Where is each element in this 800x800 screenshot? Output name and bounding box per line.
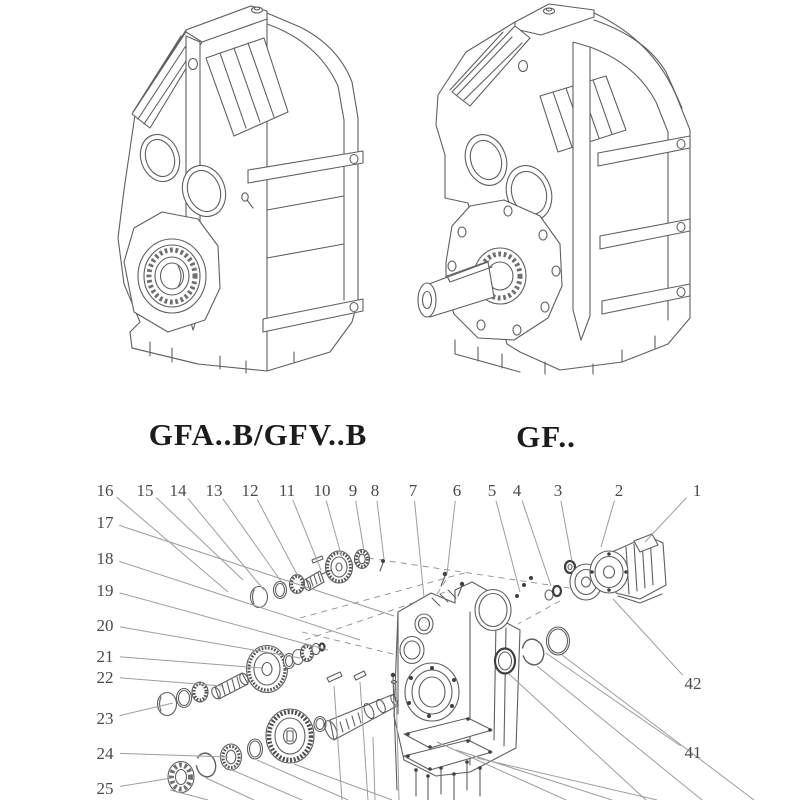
callout-number-21: 21 bbox=[96, 647, 114, 666]
leader-line-4 bbox=[522, 500, 551, 586]
callout-number-25: 25 bbox=[96, 779, 114, 798]
gearbox-drawing-gfab bbox=[118, 6, 363, 373]
callout-number-23: 23 bbox=[96, 709, 114, 728]
leader-line-5 bbox=[496, 501, 520, 592]
callout-number-19: 19 bbox=[96, 581, 114, 600]
callout-number-22: 22 bbox=[96, 668, 114, 687]
leader-line-2 bbox=[601, 500, 614, 547]
leader-line-9 bbox=[356, 501, 364, 551]
callout-number-7: 7 bbox=[408, 481, 418, 500]
callout-number-2: 2 bbox=[614, 481, 624, 500]
input-shaft-parts bbox=[251, 550, 386, 608]
exploded-view bbox=[97, 481, 755, 800]
callout-number-6: 6 bbox=[452, 481, 462, 500]
leader-line-19 bbox=[119, 593, 328, 650]
leader-line-14 bbox=[188, 498, 264, 590]
leader-line-12 bbox=[257, 500, 299, 578]
callout-number-12: 12 bbox=[241, 481, 259, 500]
callout-number-24: 24 bbox=[96, 744, 114, 763]
callout-number-9: 9 bbox=[348, 481, 358, 500]
leader-line-8 bbox=[377, 501, 384, 559]
callout-number-13: 13 bbox=[205, 481, 223, 500]
callout-number-20: 20 bbox=[96, 616, 114, 635]
callout-number-41: 41 bbox=[684, 743, 702, 762]
leader-line-21 bbox=[120, 657, 262, 668]
leader-line-10 bbox=[326, 501, 342, 558]
callout-number-5: 5 bbox=[487, 481, 497, 500]
leader-line-25 bbox=[120, 778, 172, 786]
leader-line-13 bbox=[223, 499, 283, 584]
model-caption-gf: GF.. bbox=[516, 419, 576, 454]
callout-number-3: 3 bbox=[553, 481, 563, 500]
leader-line-7 bbox=[415, 501, 424, 597]
model-caption-gfab: GFA..B/GFV..B bbox=[148, 417, 368, 452]
leader-line-16 bbox=[117, 497, 228, 592]
callout-number-4: 4 bbox=[512, 481, 522, 500]
leader-line-24 bbox=[120, 753, 228, 757]
callout-number-15: 15 bbox=[136, 481, 154, 500]
leader-line-22 bbox=[120, 678, 222, 686]
intermediate-shaft-parts bbox=[158, 644, 325, 716]
leader-line-20 bbox=[120, 627, 300, 658]
callout-number-14: 14 bbox=[169, 481, 187, 500]
callout-number-16: 16 bbox=[96, 481, 114, 500]
gearbox-drawing-gf bbox=[418, 4, 690, 374]
leader-line-3 bbox=[561, 501, 572, 561]
callout-number-8: 8 bbox=[370, 481, 380, 500]
leader-line-41 bbox=[546, 653, 681, 746]
callout-number-42: 42 bbox=[684, 674, 702, 693]
leader-line-42 bbox=[613, 599, 683, 675]
callout-number-1: 1 bbox=[692, 481, 702, 500]
leader-line-1 bbox=[645, 498, 686, 542]
callout-number-17: 17 bbox=[96, 513, 114, 532]
coupling-parts bbox=[515, 561, 602, 600]
leader-line-11 bbox=[293, 500, 321, 570]
callout-number-10: 10 bbox=[313, 481, 331, 500]
leader-line-6 bbox=[447, 501, 455, 574]
callout-number-11: 11 bbox=[278, 481, 296, 500]
callout-number-18: 18 bbox=[96, 549, 114, 568]
